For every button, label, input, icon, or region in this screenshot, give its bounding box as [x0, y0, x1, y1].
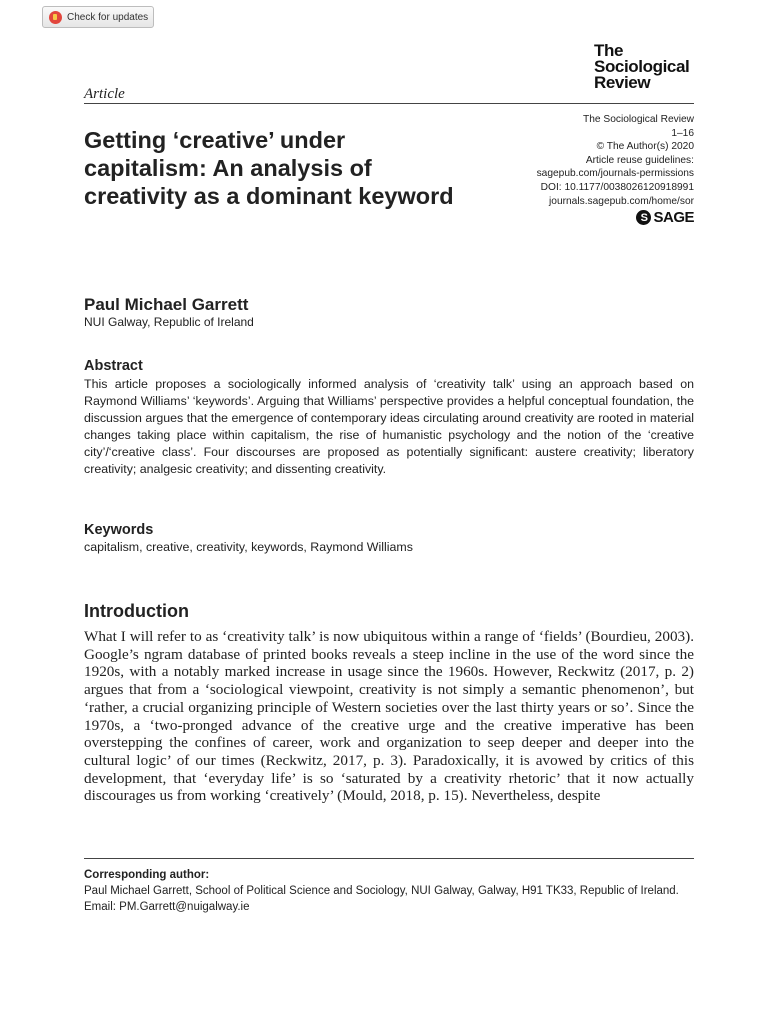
meta-doi[interactable]: DOI: 10.1177/0038026120918991 [540, 181, 694, 193]
header-divider [84, 103, 694, 104]
meta-pages: 1–16 [671, 127, 694, 139]
journal-logo-line: Sociological [594, 57, 690, 76]
author-name: Paul Michael Garrett [84, 295, 249, 314]
meta-journal-link[interactable]: journals.sagepub.com/home/sor [549, 195, 694, 207]
abstract-heading: Abstract [84, 358, 143, 374]
keywords-text: capitalism, creative, creativity, keywords, Raymond Williams [84, 540, 413, 554]
meta-reuse: Article reuse guidelines: [585, 154, 694, 166]
article-title: Getting ‘creative’ under capitalism: An analysis of creativity as a dominant keyword [84, 127, 454, 209]
crossmark-icon [49, 11, 62, 24]
meta-journal-name: The Sociological Review [583, 114, 694, 125]
article-metadata [537, 113, 694, 208]
journal-logo-line: Review [594, 73, 651, 92]
corresponding-author-address: Paul Michael Garrett, School of Political Science and Sociology, NUI Galway, Galway, H91 TK33, Republic of Ireland. [84, 885, 679, 897]
introduction-heading: Introduction [84, 601, 189, 621]
introduction-text: What I will refer to as ‘creativity talk’ is now ubiquitous within a range of ‘fields’ (Bourdieu, 2003). Google’s ngram database of printed books reveals a steep incline in the use of the word since the 1920s, with a notably marked increase in usage since the 1960s. However, Reckwitz (2017, p. 2) argues that from a ‘sociological viewpoint, creativity is not simply a semantic phenomenon’, but ‘rather, a crucial organizing principle of Western societies over the last thirty years or so’. Since the 1970s, a ‘two-pronged advance of the creative urge and the creative imperative has been overstepping the confines of career, work and organization to seep deeper and deeper into the cultural logic’ of our times (Reckwitz, 2017, p. 3). Paradoxically, it is avowed by critics of this development, that ‘everyday life’ is so ‘saturated by a creativity rhetoric’ that it now actually discourages us from working ‘creatively’ (Mould, 2018, p. 15). Nevertheless, despite [84, 628, 694, 805]
corresponding-author-details [84, 884, 694, 915]
abstract-text: This article proposes a sociologically informed analysis of ‘creativity talk’ using an approach based on Raymond Williams’ ‘keywords’. Arguing that Williams’ perspective provides a helpful conceptual foundation, the discussion argues that the emergence of contemporary ideas circulating around creativity are rooted in material changes taking place within capitalism, the rise of humanistic psychology and the notion of the ‘creative city’/‘creative class’. Four discourses are proposed as potentially significant: austere creativity; liberatory creativity; analgesic creativity; and dissenting creativity. [84, 377, 694, 476]
sage-emblem-icon: S [636, 210, 651, 225]
article-type: Article [84, 86, 125, 102]
corresponding-author-email[interactable]: Email: PM.Garrett@nuigalway.ie [84, 900, 250, 913]
journal-logo [594, 43, 704, 91]
keywords-heading: Keywords [84, 522, 154, 538]
corresponding-author-heading: Corresponding author: [84, 869, 210, 881]
check-for-updates-button[interactable] [42, 6, 154, 28]
journal-logo-line: The [594, 41, 624, 60]
meta-copyright: © The Author(s) 2020 [596, 141, 694, 153]
footnote-divider [84, 858, 694, 859]
sage-logo [636, 209, 694, 226]
author-affiliation: NUI Galway, Republic of Ireland [84, 315, 254, 329]
check-for-updates-label: Check for updates [67, 11, 149, 23]
meta-reuse-link[interactable]: sagepub.com/journals-permissions [536, 168, 694, 180]
publisher-name: SAGE [653, 209, 694, 226]
